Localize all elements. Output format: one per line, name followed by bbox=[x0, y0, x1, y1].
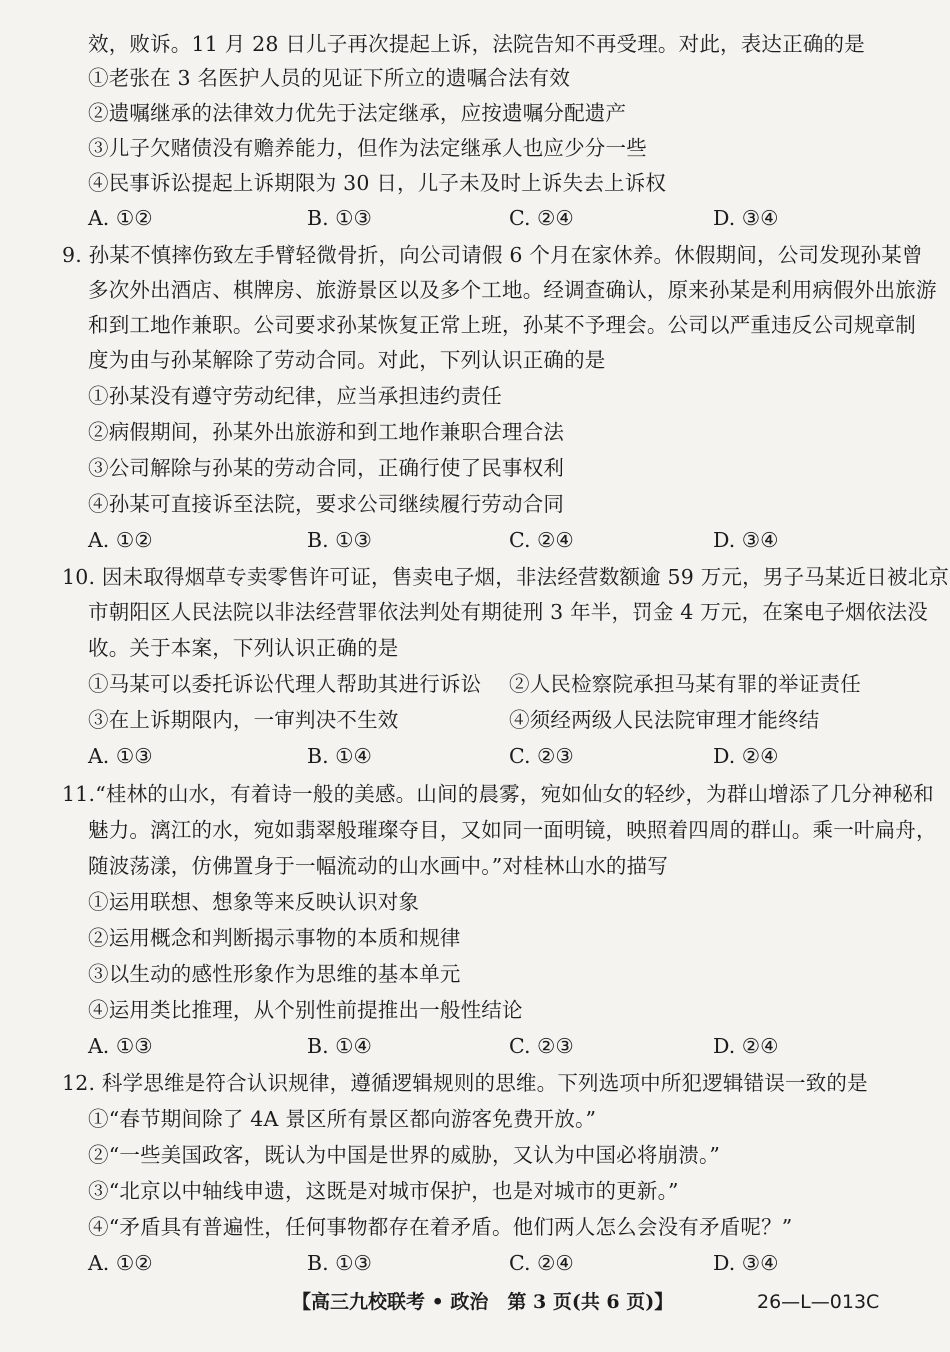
q10-stem-line-3: 收。关于本案，下列认识正确的是 bbox=[88, 636, 399, 660]
q10-stem-line-1: 10. 因未取得烟草专卖零售许可证，售卖电子烟，非法经营数额逾 59 万元，男子马某近日被北京 bbox=[62, 565, 950, 589]
q9-item-4: ④孙某可直接诉至法院，要求公司继续履行劳动合同 bbox=[88, 492, 565, 516]
q9-item-1: ①孙某没有遵守劳动纪律，应当承担违约责任 bbox=[88, 384, 502, 408]
q9-option-c: C. ②④ bbox=[509, 528, 574, 552]
q11-item-1: ①运用联想、想象等来反映认识对象 bbox=[88, 890, 420, 914]
q12-stem-line-1: 12. 科学思维是符合认识规律，遵循逻辑规则的思维。下列选项中所犯逻辑错误一致的是 bbox=[62, 1071, 868, 1095]
q9-item-2: ②病假期间，孙某外出旅游和到工地作兼职合理合法 bbox=[88, 420, 565, 444]
q11-option-b: B. ①④ bbox=[307, 1034, 372, 1058]
q11-option-c: C. ②③ bbox=[509, 1034, 574, 1058]
q9-stem-line-1: 9. 孙某不慎摔伤致左手臂轻微骨折，向公司请假 6 个月在家休养。休假期间，公司发现孙某曾 bbox=[62, 243, 923, 267]
q9-option-b: B. ①③ bbox=[307, 528, 372, 552]
q12-option-b: B. ①③ bbox=[307, 1251, 372, 1275]
page-footer-title: 【高三九校联考 • 政治 第 3 页(共 6 页)】 bbox=[292, 1291, 674, 1313]
q10-item-4: ④须经两级人民法院审理才能终结 bbox=[509, 708, 820, 732]
q8-option-d: D. ③④ bbox=[713, 206, 779, 230]
q12-option-c: C. ②④ bbox=[509, 1251, 574, 1275]
q10-stem-line-2: 市朝阳区人民法院以非法经营罪依法判处有期徒刑 3 年半，罚金 4 万元，在案电子烟依法没 bbox=[88, 600, 928, 624]
q10-item-2: ②人民检察院承担马某有罪的举证责任 bbox=[509, 672, 861, 696]
q9-stem-line-3: 和到工地作兼职。公司要求孙某恢复正常上班，孙某不予理会。公司以严重违反公司规章制 bbox=[88, 313, 916, 337]
q12-option-a: A. ①② bbox=[88, 1251, 153, 1275]
q11-item-3: ③以生动的感性形象作为思维的基本单元 bbox=[88, 962, 461, 986]
q8-item-2: ②遗嘱继承的法律效力优先于法定继承，应按遗嘱分配遗产 bbox=[88, 101, 627, 125]
q12-item-1: ①“春节期间除了 4A 景区所有景区都向游客免费开放。” bbox=[88, 1107, 597, 1131]
q9-option-d: D. ③④ bbox=[713, 528, 779, 552]
q11-option-a: A. ①③ bbox=[88, 1034, 153, 1058]
q8-option-c: C. ②④ bbox=[509, 206, 574, 230]
q9-item-3: ③公司解除与孙某的劳动合同，正确行使了民事权利 bbox=[88, 456, 565, 480]
page-footer-code: 26—L—013C bbox=[757, 1291, 880, 1313]
q8-item-1: ①老张在 3 名医护人员的见证下所立的遗嘱合法有效 bbox=[88, 66, 571, 90]
q11-stem-line-2: 魅力。漓江的水，宛如翡翠般璀璨夺目，又如同一面明镜，映照着四周的群山。乘一叶扁舟， bbox=[88, 818, 937, 842]
q10-item-1: ①马某可以委托诉讼代理人帮助其进行诉讼 bbox=[88, 672, 482, 696]
q12-item-2: ②“一些美国政客，既认为中国是世界的威胁，又认为中国必将崩溃。” bbox=[88, 1143, 721, 1167]
q8-option-b: B. ①③ bbox=[307, 206, 372, 230]
q11-option-d: D. ②④ bbox=[713, 1034, 779, 1058]
q9-option-a: A. ①② bbox=[88, 528, 153, 552]
q12-item-4: ④“矛盾具有普遍性，任何事物都存在着矛盾。他们两人怎么会没有矛盾呢？” bbox=[88, 1215, 793, 1239]
q8-item-4: ④民事诉讼提起上诉期限为 30 日，儿子未及时上诉失去上诉权 bbox=[88, 171, 667, 195]
q9-stem-line-4: 度为由与孙某解除了劳动合同。对此，下列认识正确的是 bbox=[88, 348, 606, 372]
q12-option-d: D. ③④ bbox=[713, 1251, 779, 1275]
q8-item-3: ③儿子欠赌债没有赡养能力，但作为法定继承人也应少分一些 bbox=[88, 136, 647, 160]
q8-continuation: 效，败诉。11 月 28 日儿子再次提起上诉，法院告知不再受理。对此，表达正确的是 bbox=[88, 32, 865, 56]
q9-stem-line-2: 多次外出酒店、棋牌房、旅游景区以及多个工地。经调查确认，原来孙某是利用病假外出旅游 bbox=[88, 278, 937, 302]
q10-option-c: C. ②③ bbox=[509, 744, 574, 768]
q11-item-2: ②运用概念和判断揭示事物的本质和规律 bbox=[88, 926, 461, 950]
q11-stem-line-3: 随波荡漾，仿佛置身于一幅流动的山水画中。”对桂林山水的描写 bbox=[88, 854, 669, 878]
q11-stem-line-1: 11.“桂林的山水，有着诗一般的美感。山间的晨雾，宛如仙女的轻纱，为群山增添了几分神秘和 bbox=[62, 782, 934, 806]
q10-option-b: B. ①④ bbox=[307, 744, 372, 768]
q10-option-d: D. ②④ bbox=[713, 744, 779, 768]
q11-item-4: ④运用类比推理，从个别性前提推出一般性结论 bbox=[88, 998, 523, 1022]
q10-option-a: A. ①③ bbox=[88, 744, 153, 768]
q8-option-a: A. ①② bbox=[88, 206, 153, 230]
q10-item-3: ③在上诉期限内，一审判决不生效 bbox=[88, 708, 399, 732]
q12-item-3: ③“北京以中轴线申遗，这既是对城市保护，也是对城市的更新。” bbox=[88, 1179, 679, 1203]
